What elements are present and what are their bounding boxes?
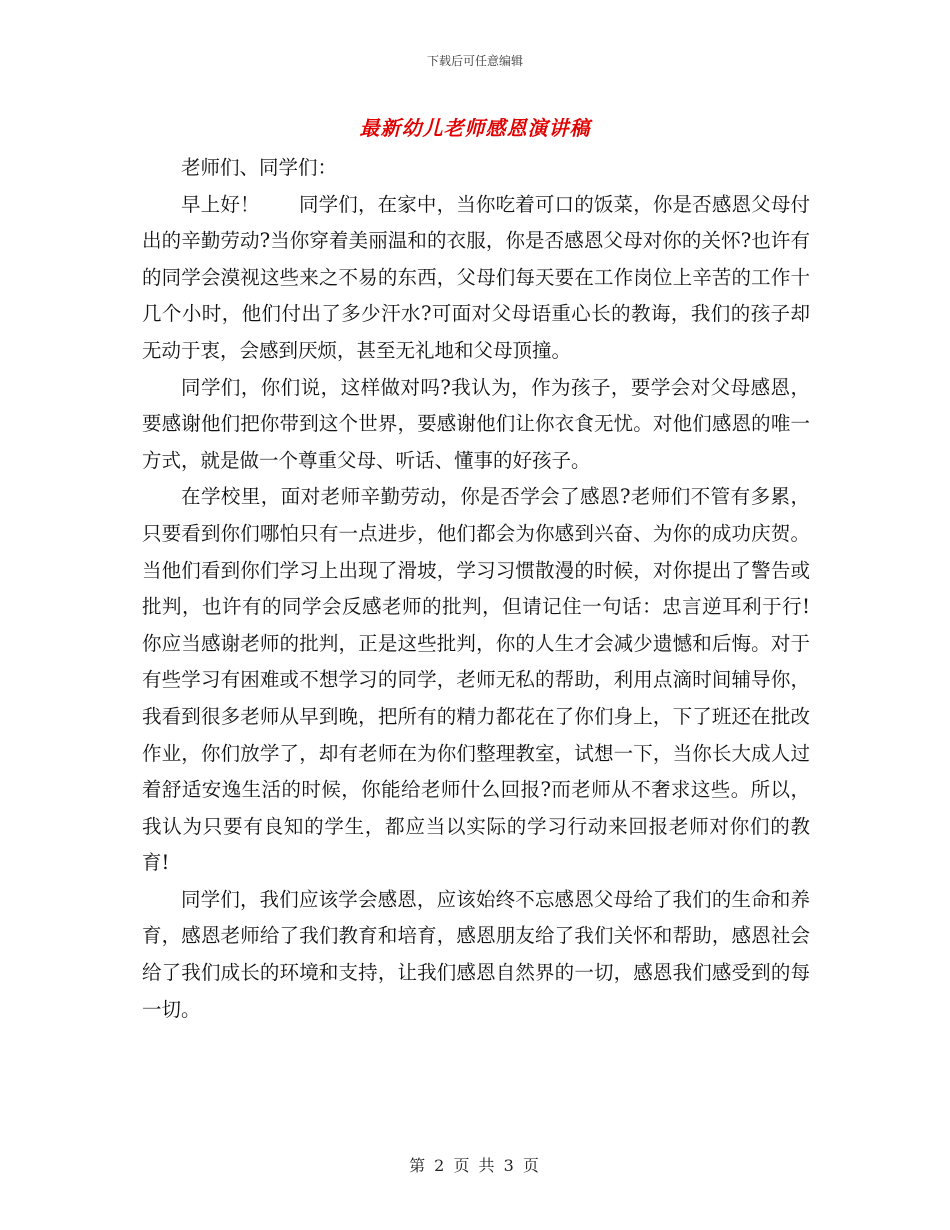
paragraph-greeting: 老师们、同学们： — [181, 156, 338, 179]
paragraph-2: 同学们，你们说，这样做对吗?我认为，作为孩子，要学会对父母感恩，要感谢他们把你带到这个世界，要感谢他们让你衣食无忧。对他们感恩的唯一方式，就是做一个尊重父母、听话、懂事的好孩子。 — [142, 375, 810, 472]
paragraph-4: 同学们，我们应该学会感恩，应该始终不忘感恩父母给了我们的生命和养育，感恩老师给了我们教育和培育，感恩朋友给了我们关怀和帮助，感恩社会给了我们成长的环境和支持，让我们感恩自然界的一切，感恩我们感受到的每一切。 — [142, 887, 810, 1021]
paragraph-1: 早上好！ 同学们，在家中，当你吃着可口的饭菜，你是否感恩父母付出的辛勤劳动?当你穿着美丽温和的衣服，你是否感恩父母对你的关怀?也许有的同学会漠视这些来之不易的东西，父母们每天要在工作岗位上辛苦的工作十几个小时，他们付出了多少汗水?可面对父母语重心长的教诲，我们的孩子却无动于衷，会感到厌烦，甚至无礼地和父母顶撞。 — [142, 192, 810, 362]
document-title: 最新幼儿老师感恩演讲稿 — [359, 116, 591, 140]
page-header-note: 下载后可任意编辑 — [426, 54, 523, 68]
page-number-footer: 第 2 页 共 3 页 — [409, 1156, 541, 1175]
document-body — [142, 150, 810, 1028]
paragraph-3: 在学校里，面对老师辛勤劳动，你是否学会了感恩?老师们不管有多累，只要看到你们哪怕只有一点进步，他们都会为你感到兴奋、为你的成功庆贺。当他们看到你们学习上出现了滑坡，学习习惯散漫的时候，对你提出了警告或批判，也许有的同学会反感老师的批判，但请记住一句话：忠言逆耳利于行!你应当感谢老师的批判，正是这些批判，你的人生才会减少遗憾和后悔。对于有些学习有困难或不想学习的同学，老师无私的帮助，利用点滴时间辅导你，我看到很多老师从早到晚，把所有的精力都花在了你们身上，下了班还在批改作业，你们放学了，却有老师在为你们整理教室，试想一下，当你长大成人过着舒适安逸生活的时候，你能给老师什么回报?而老师从不奢求这些。所以，我认为只要有良知的学生，都应当以实际的学习行动来回报老师对你们的教育! — [142, 485, 810, 875]
